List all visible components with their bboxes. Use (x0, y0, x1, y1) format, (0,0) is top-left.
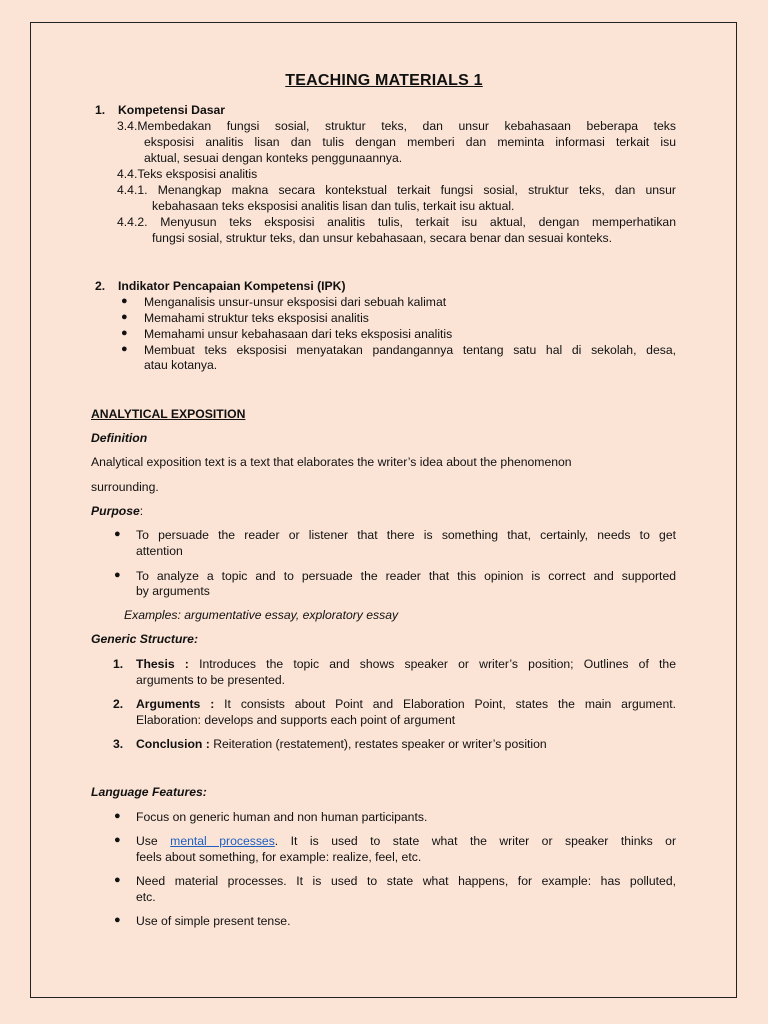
feature-prefix: Use (136, 834, 171, 848)
bullet-icon: ● (114, 528, 121, 540)
kd-item-4-4-2-line1: 4.4.2. Menyusun teks eksposisi analitis tulis, terkait isu aktual, dengan memperhatikan (117, 215, 676, 229)
bullet-icon: ● (121, 311, 128, 323)
ipk-item-continuation: atau kotanya. (144, 358, 218, 372)
mental-processes-link[interactable]: mental processes (170, 834, 275, 848)
kd-item-4-4-2-line2: fungsi sosial, struktur teks, dan unsur kebahasaan, secara benar dan sesuai konteks. (152, 231, 613, 245)
structure-item-line2: Elaboration: develops and supports each point of argument (136, 713, 456, 727)
language-feature-item-line2: etc. (136, 890, 156, 904)
structure-item-thesis (136, 656, 676, 672)
bullet-icon: ● (114, 834, 121, 846)
ipk-item: Menganalisis unsur-unsur eksposisi dari sebuah kalimat (144, 295, 447, 309)
language-feature-item: Focus on generic human and non human participants. (136, 810, 428, 824)
ipk-item: Membuat teks eksposisi menyatakan pandangannya tentang satu hal di sekolah, desa, (144, 343, 676, 357)
purpose-item-line1: To analyze a topic and to persuade the reader that this opinion is correct and supported (136, 569, 676, 583)
purpose-item-line2: attention (136, 544, 183, 558)
bullet-icon: ● (121, 327, 128, 339)
language-features-label: Language Features: (91, 785, 207, 799)
bullet-icon: ● (114, 914, 121, 926)
page-title: TEACHING MATERIALS 1 (285, 72, 483, 89)
purpose-heading (91, 503, 143, 519)
generic-structure-label: Generic Structure: (91, 632, 199, 646)
bullet-icon: ● (114, 874, 121, 886)
kd-item-4-4: 4.4.Teks eksposisi analitis (117, 167, 258, 181)
language-feature-item-line2: feels about something, for example: realize, feel, etc. (136, 850, 422, 864)
kd-heading: Kompetensi Dasar (118, 103, 226, 117)
structure-number: 1. (113, 657, 124, 671)
definition-label: Definition (91, 431, 148, 445)
bullet-icon: ● (114, 569, 121, 581)
purpose-item-line2: by arguments (136, 584, 210, 598)
structure-desc: It consists about Point and Elaboration Point, states the main argument. (214, 697, 676, 711)
ipk-item: Memahami unsur kebahasaan dari teks eksposisi analitis (144, 327, 453, 341)
feature-rest: . It is used to state what the writer or speaker thinks or (274, 834, 677, 848)
structure-desc: Introduces the topic and shows speaker or writer’s position; Outlines of the (188, 657, 676, 671)
language-feature-item: Use of simple present tense. (136, 914, 291, 928)
bullet-icon: ● (121, 295, 128, 307)
definition-text-line1: Analytical exposition text is a text that elaborates the writer’s idea about the phenomenon (91, 455, 572, 469)
structure-desc: Reiteration (restatement), restates speaker or writer’s position (209, 737, 547, 751)
structure-item-arguments (136, 696, 676, 712)
kd-number: 1. (95, 103, 106, 117)
structure-number: 2. (113, 697, 124, 711)
ipk-item: Memahami struktur teks eksposisi analitis (144, 311, 369, 325)
purpose-item-line1: To persuade the reader or listener that there is something that, certainly, needs to get (136, 528, 676, 542)
language-feature-item-material: Need material processes. It is used to state what happens, for example: has polluted, (136, 874, 676, 888)
ipk-number: 2. (95, 279, 106, 293)
definition-text-line2: surrounding. (91, 480, 159, 494)
kd-item-4-4-1-line2: kebahasaan teks eksposisi analitis lisan dan tulis, terkait isu aktual. (152, 199, 515, 213)
kd-item-3-4-line2: eksposisi analitis lisan dan tulis dengan memberi dan meminta informasi terkait isu (144, 135, 676, 149)
structure-term: Conclusion : (136, 737, 210, 751)
purpose-colon: : (139, 504, 144, 518)
purpose-label: Purpose (91, 504, 140, 518)
bullet-icon: ● (121, 343, 128, 355)
bullet-icon: ● (114, 810, 121, 822)
structure-item-conclusion (136, 736, 547, 752)
structure-term: Arguments : (136, 697, 215, 711)
ipk-heading: Indikator Pencapaian Kompetensi (IPK) (118, 279, 346, 293)
kd-item-4-4-1-line1: 4.4.1. Menangkap makna secara kontekstual terkait fungsi sosial, struktur teks, dan unsur (117, 183, 676, 197)
kd-item-3-4-line3: aktual, sesuai dengan konteks penggunaannya. (144, 151, 403, 165)
section-heading: ANALYTICAL EXPOSITION (91, 407, 246, 421)
language-feature-item-mental (136, 833, 676, 849)
structure-term: Thesis : (136, 657, 189, 671)
purpose-examples: Examples: argumentative essay, exploratory essay (124, 608, 399, 622)
structure-item-line2: arguments to be presented. (136, 673, 286, 687)
structure-number: 3. (113, 737, 124, 751)
kd-item-3-4-line1: 3.4.Membedakan fungsi sosial, struktur teks, dan unsur kebahasaan beberapa teks (117, 119, 676, 133)
